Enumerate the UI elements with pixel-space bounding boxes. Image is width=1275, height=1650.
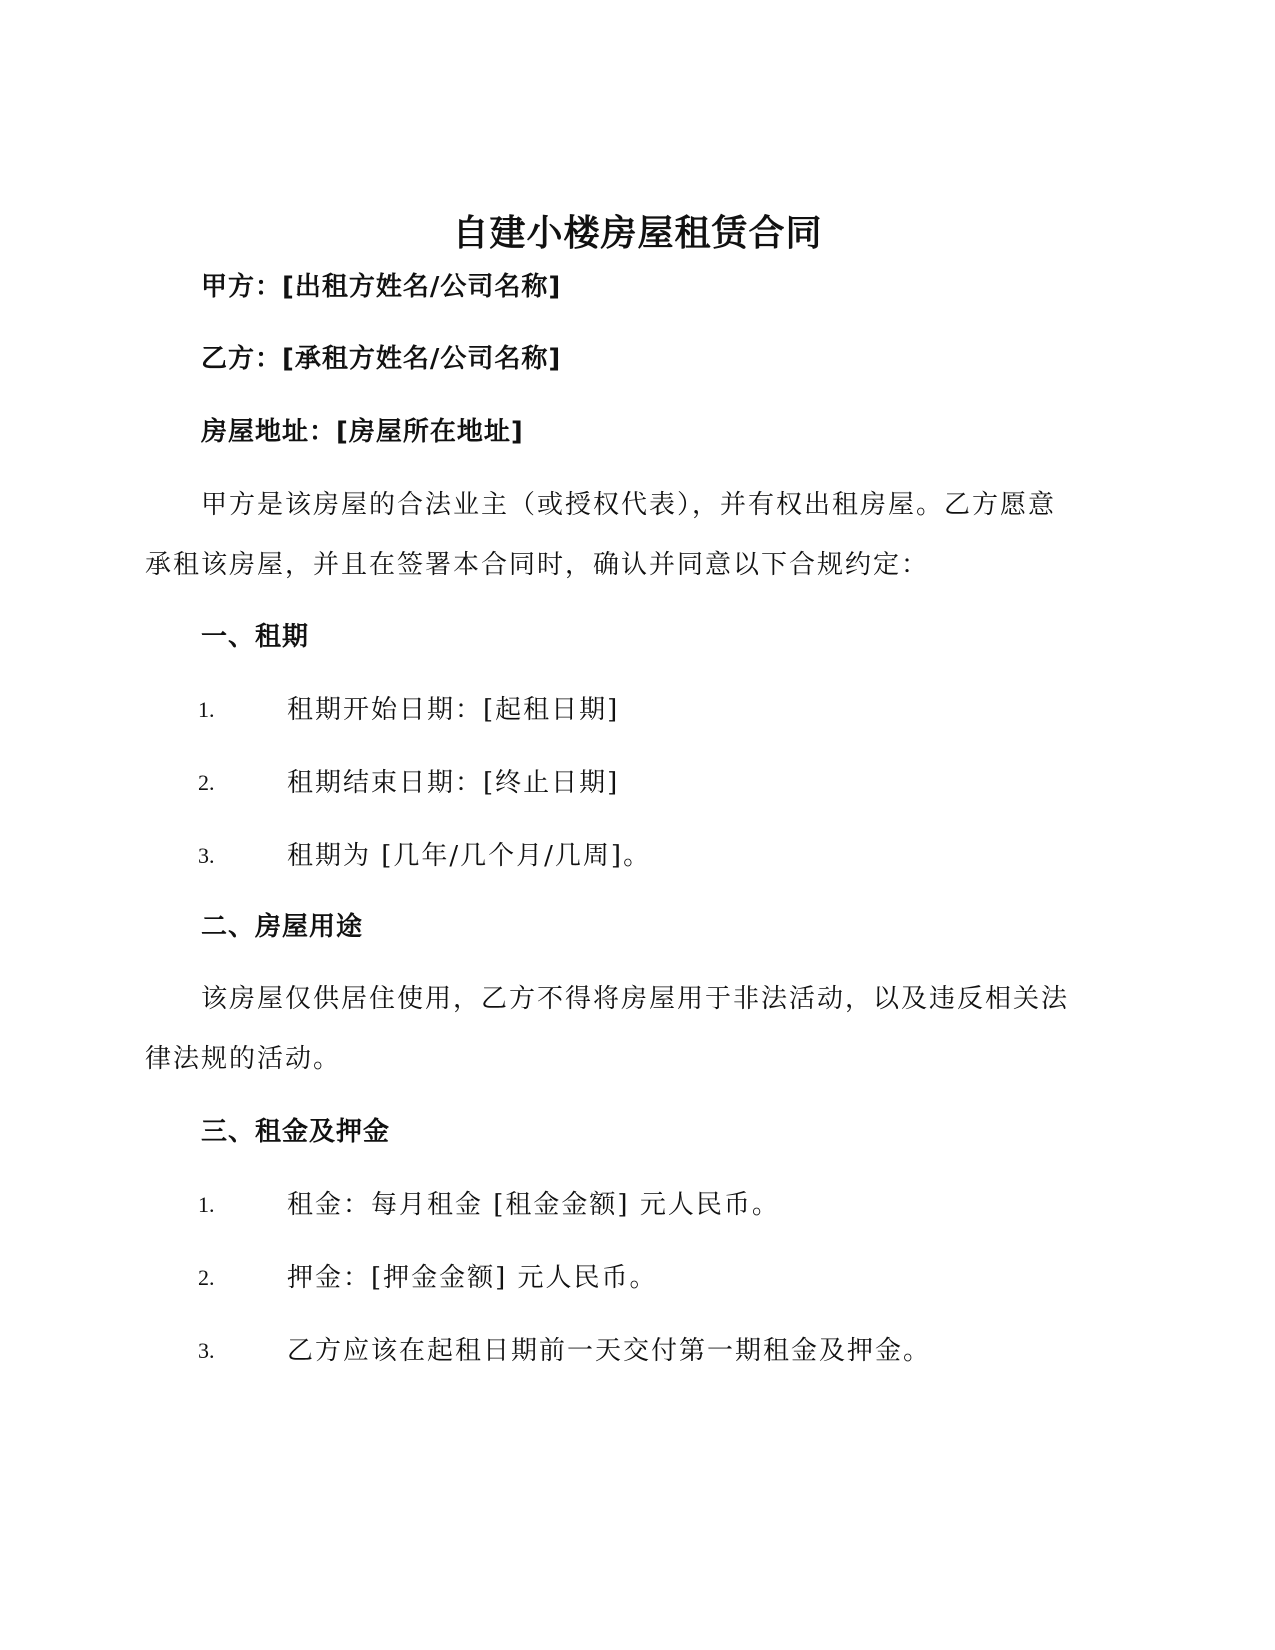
party-a-line: 甲方：[出租方姓名/公司名称] [201, 272, 562, 302]
list-item-number: 3. [198, 1338, 215, 1363]
list-item-text: 租期结束日期：[终止日期] [287, 768, 620, 798]
list-item-text: 押金：[押金金额] 元人民币。 [287, 1263, 658, 1293]
section-heading-usage: 二、房屋用途 [201, 912, 364, 942]
list-item-text: 租期为 [几年/几个月/几周]。 [287, 841, 652, 871]
usage-paragraph-line-1: 该房屋仅供居住使用，乙方不得将房屋用于非法活动，以及违反相关法 [201, 984, 1070, 1014]
intro-paragraph-line-2: 承租该房屋，并且在签署本合同时，确认并同意以下合规约定： [145, 550, 930, 580]
list-item-number: 1. [198, 697, 215, 722]
document-title: 自建小楼房屋租赁合同 [452, 213, 823, 254]
list-item-number: 2. [198, 770, 215, 795]
list-item-number: 2. [198, 1265, 215, 1290]
usage-paragraph-line-2: 律法规的活动。 [145, 1044, 342, 1074]
list-item-number: 1. [198, 1192, 215, 1217]
section-heading-rent-deposit: 三、租金及押金 [201, 1117, 391, 1147]
address-line: 房屋地址：[房屋所在地址] [201, 417, 524, 447]
party-b-line: 乙方：[承租方姓名/公司名称] [201, 344, 562, 374]
intro-paragraph-line-1: 甲方是该房屋的合法业主（或授权代表），并有权出租房屋。乙方愿意 [201, 490, 1057, 520]
list-item-text: 租期开始日期：[起租日期] [287, 695, 620, 725]
list-item-number: 3. [198, 843, 215, 868]
section-heading-term: 一、租期 [201, 622, 310, 652]
list-item-text: 租金：每月租金 [租金金额] 元人民币。 [287, 1190, 780, 1220]
list-item-text: 乙方应该在起租日期前一天交付第一期租金及押金。 [287, 1336, 932, 1366]
